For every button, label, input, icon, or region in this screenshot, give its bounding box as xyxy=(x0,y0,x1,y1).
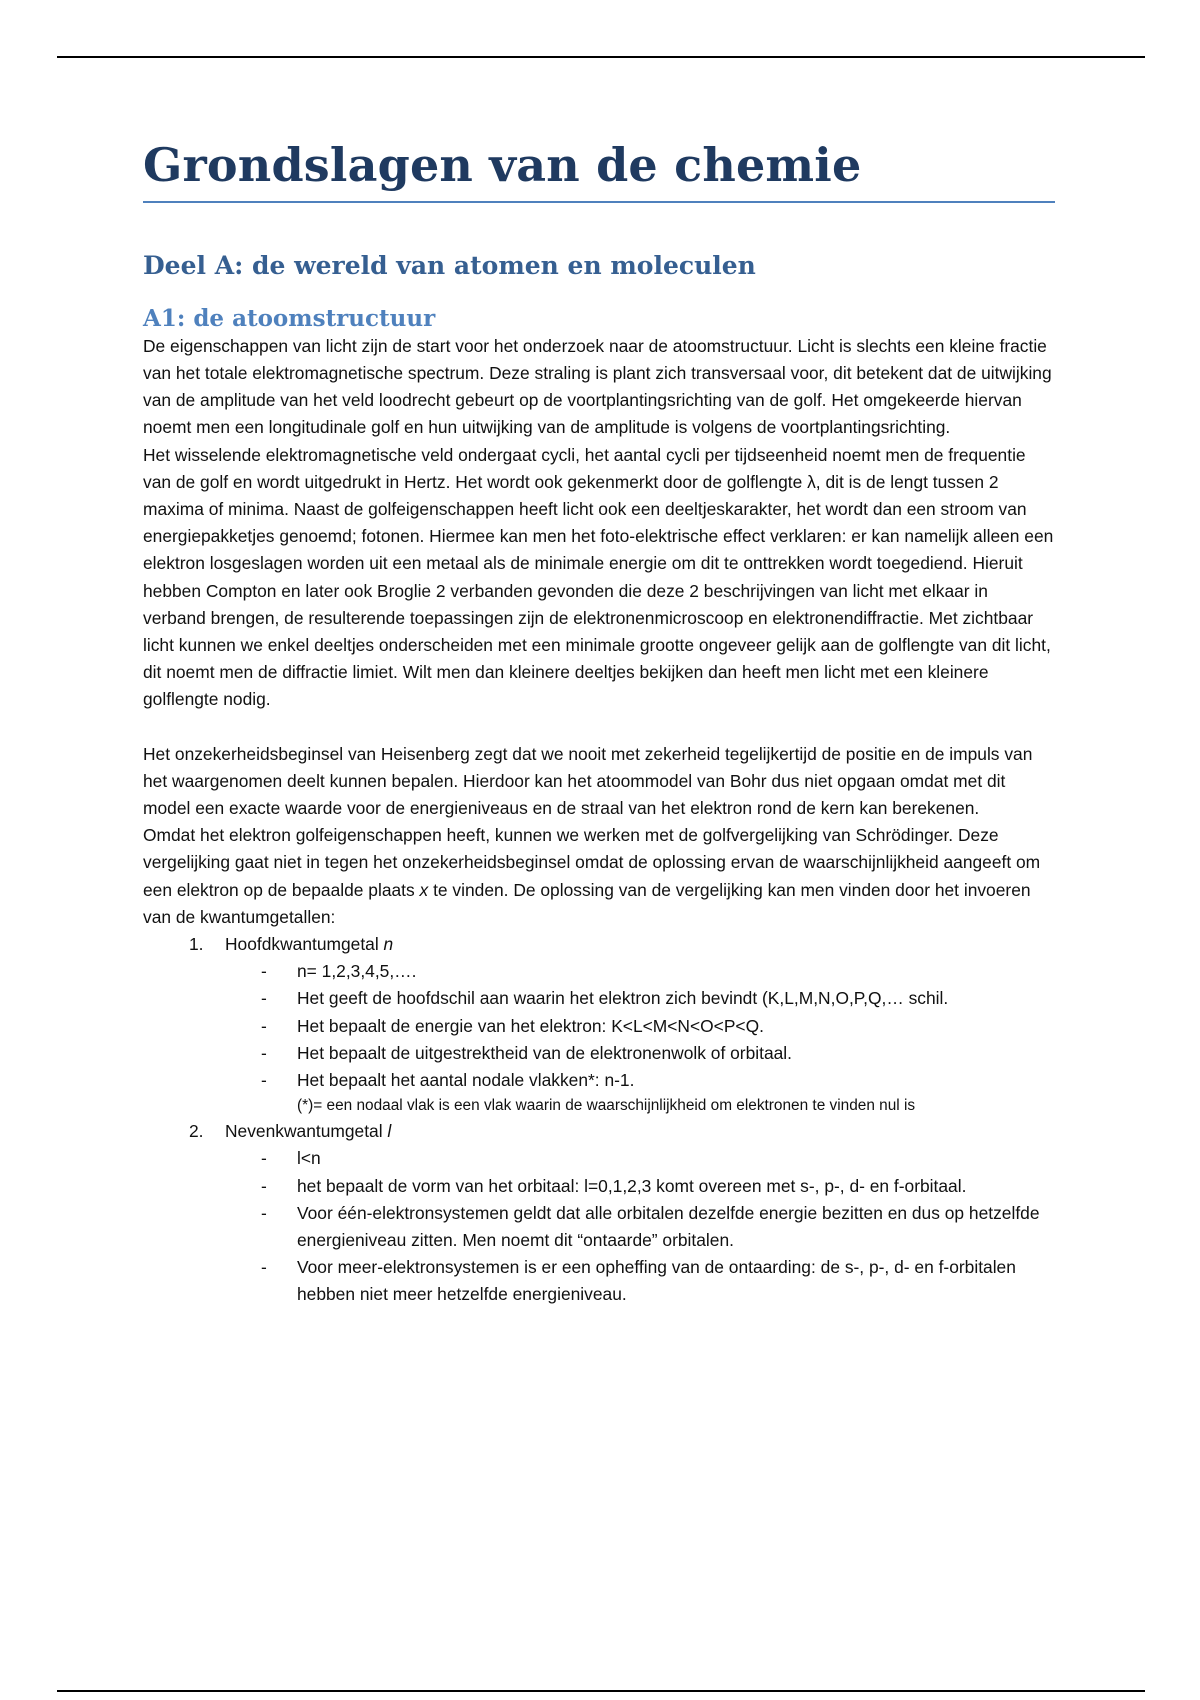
list-item: - Het bepaalt de uitgestrektheid van de elektronenwolk of orbitaal. xyxy=(261,1042,792,1063)
paragraph-em-field: Het wisselende elektromagnetische veld ondergaat cycli, het aantal cycli per tijdseenheid noemt men de frequentie van de golf en wordt uitgedrukt in Hertz. Het wordt ook gekenmerkt door de golflengte λ, dit is de lengt tussen 2 maxima of minima. Naast de golfeigenschappen heeft licht ook een deeltjeskarakter, het wordt dan een stroom van energiepakketjes genoemd; fotonen. Hiermee kan men het foto-elektrische effect verklaren: er kan namelijk alleen een elektron losgeslagen worden uit een metaal als de minimale energie om dit te onttrekken wordt toegediend. Hieruit hebben Compton en later ook Broglie 2 verbanden gevonden die deze 2 beschrijvingen van licht met elkaar in verband brengen, de resulterende toepassingen zijn de elektronenmicroscoop en elektronendiffractie. Met zichtbaar licht kunnen we enkel deeltjes onderscheiden met een minimale grootte ongeveer gelijk aan de golflengte van dit licht, dit noemt men de diffractie limiet. Wilt men dan kleinere deeltjes bekijken dan heeft men licht met een kleinere golflengte nodig. xyxy=(143,444,1054,710)
list-number: 2. xyxy=(189,1121,204,1142)
list-item-secondary-quantum-number xyxy=(143,1118,1055,1308)
list-item-label: Hoofdkwantumgetal xyxy=(225,934,384,955)
quantum-number-list xyxy=(143,931,1055,1309)
symbol-l: l xyxy=(387,1121,392,1142)
variable-x: x xyxy=(419,879,429,900)
list-item: - Voor meer-elektronsystemen is er een opheffing van de ontaarding: de s-, p-, d- en f-orbitalen hebben niet meer hetzelfde energieniveau. xyxy=(261,1257,1016,1305)
footnote: (*)= een nodaal vlak is een vlak waarin de waarschijnlijkheid om elektronen te vinden nul is xyxy=(297,1097,916,1115)
list-item: - l<n xyxy=(261,1148,321,1169)
header-rule xyxy=(57,56,1145,58)
document-title: Grondslagen van de chemie xyxy=(143,138,1055,203)
list-item: - Het bepaalt het aantal nodale vlakken*: n-1. xyxy=(261,1070,635,1091)
paragraph-schrodinger: Omdat het elektron golfeigenschappen heeft, kunnen we werken met de golfvergelijking van Schrödinger. Deze vergelijking gaat niet in tegen het onzekerheidsbeginsel omdat de oplossing ervan de waarschijnlijkheid aangeeft om een elektron op de bepaalde plaats x te vinden. De oplossing van de vergelijking kan men vinden door het invoeren van de kwantumgetallen: xyxy=(143,825,1041,927)
list-item-main-quantum-number xyxy=(143,931,1055,1118)
list-item-label: Nevenkwantumgetal xyxy=(225,1121,388,1142)
paragraph-heisenberg: Het onzekerheidsbeginsel van Heisenberg zegt dat we nooit met zekerheid tegelijkertijd de positie en de impuls van het waargenomen deelt kunnen bepalen. Hierdoor kan het atoommodel van Bohr dus niet opgaan omdat met dit model een exacte waarde voor de energieniveaus en de straal van het elektron rond de kern kan berekenen. xyxy=(143,743,1033,819)
symbol-n: n xyxy=(383,934,394,955)
part-heading: Deel A: de wereld van atomen en moleculen xyxy=(143,251,756,281)
list-number: 1. xyxy=(189,934,204,955)
list-item: - het bepaalt de vorm van het orbitaal: l=0,1,2,3 komt overeen met s-, p-, d- en f-orbitaal. xyxy=(261,1175,967,1196)
sub-list xyxy=(225,1145,1055,1308)
list-item: - Het bepaalt de energie van het elektron: K<L<M<N<O<P<Q. xyxy=(261,1015,764,1036)
sub-list xyxy=(225,958,1055,1094)
document-page xyxy=(143,138,1055,1309)
section-heading: A1: de atoomstructuur xyxy=(143,305,436,333)
list-item: - n= 1,2,3,4,5,…. xyxy=(261,961,417,982)
footer-rule xyxy=(57,1690,1145,1692)
list-item: - Het geeft de hoofdschil aan waarin het elektron zich bevindt (K,L,M,N,O,P,Q,… schil. xyxy=(261,988,949,1009)
paragraph-light-properties: De eigenschappen van licht zijn de start voor het onderzoek naar de atoomstructuur. Licht is slechts een kleine fractie van het totale elektromagnetische spectrum. Deze straling is plant zich transversaal voor, dit betekent dat de uitwijking van de amplitude van het veld loodrecht gebeurt op de voortplantingsrichting van de golf. Het omgekeerde hiervan noemt men een longitudinale golf en hun uitwijking van de amplitude is volgens de voortplantingsrichting. xyxy=(143,335,1052,438)
list-item: - Voor één-elektronsystemen geldt dat alle orbitalen dezelfde energie bezitten en dus op hetzelfde energieniveau zitten. Men noemt dit “ontaarde” orbitalen. xyxy=(261,1202,1040,1251)
